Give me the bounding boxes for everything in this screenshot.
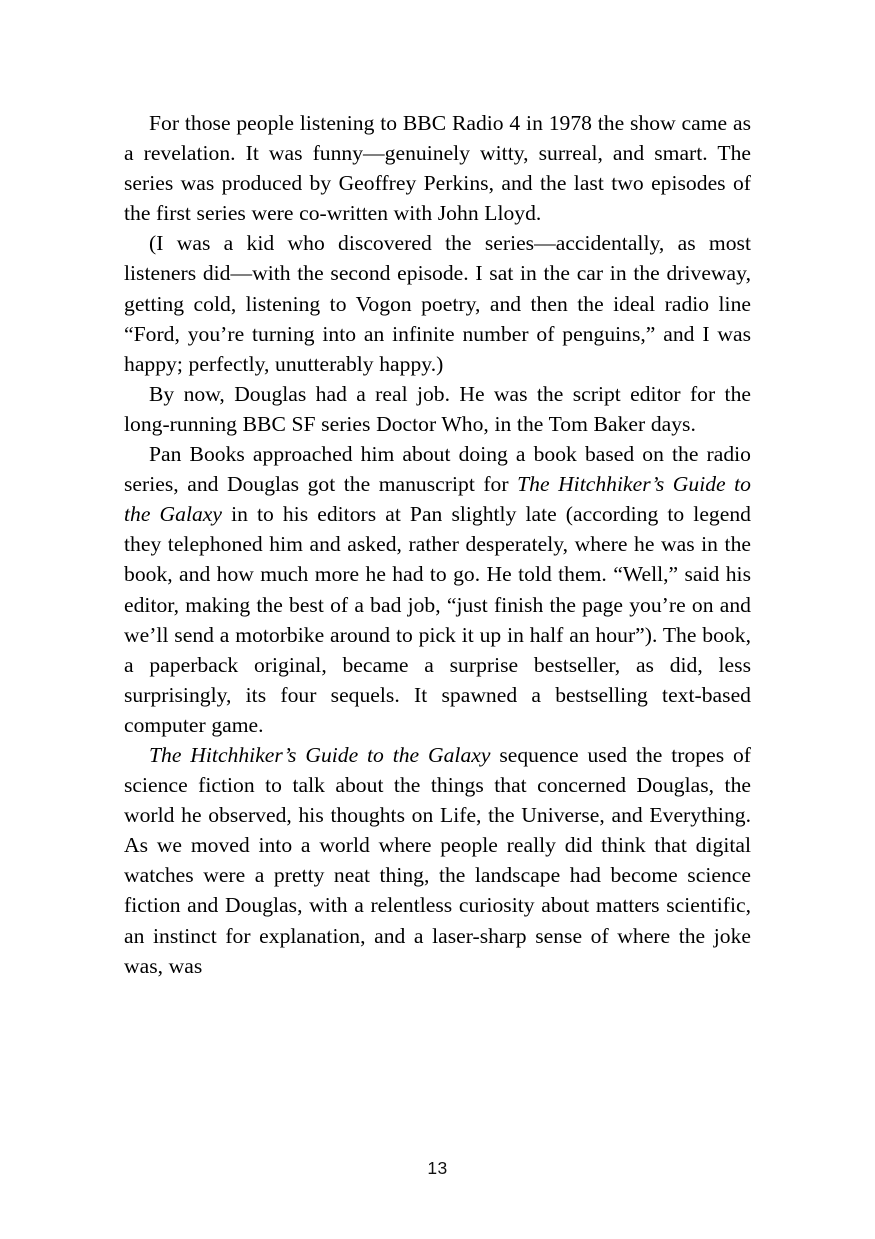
text-run: For those people listening to BBC Radio 4 in 1978 the show came as a revelation. It was funny—genuinely witty, surreal, and smart. The series was produced by Geoffrey Perkins, and the last two episodes of the first series were co-written with John Lloyd.: [124, 111, 751, 226]
paragraph: [124, 740, 751, 981]
paragraph: [124, 439, 751, 740]
body-text-column: [124, 108, 751, 981]
paragraph: [124, 379, 751, 439]
paragraph: [124, 228, 751, 378]
page-number: 13: [427, 1158, 448, 1178]
text-run: in to his editors at Pan slightly late (according to legend they telephoned him and asked, rather desperately, where he was in the book, and how much more he had to go. He told them. “Well,” said his editor, making the best of a bad job, “just finish the page you’re on and we’ll send a motorbike around to pick it up in half an hour”). The book, a paperback original, became a surprise bestseller, as did, less surprisingly, its four sequels. It spawned a bestselling text-based computer game.: [124, 502, 751, 737]
text-run: (I was a kid who discovered the series—accidentally, as most listeners did—with the second episode. I sat in the car in the driveway, getting cold, listening to Vogon poetry, and then the ideal radio line “Ford, you’re turning into an infinite number of penguins,” and I was happy; perfectly, unutterably happy.): [124, 231, 751, 376]
text-run: By now, Douglas had a real job. He was the script editor for the long-running BBC SF series Doctor Who, in the Tom Baker days.: [124, 381, 751, 436]
book-title-italic: The Hitchhiker’s Guide to the Galaxy: [124, 472, 751, 527]
text-run: Pan Books approached him about doing a book based on the radio series, and Douglas got the manuscript for: [124, 442, 751, 497]
book-title-italic: The Hitchhiker’s Guide to the Galaxy: [149, 742, 491, 767]
text-run: sequence used the tropes of science fiction to talk about the things that concerned Douglas, the world he observed, his thoughts on Life, the Universe, and Everything. As we moved into a world where people really did think that digital watches were a pretty neat thing, the landscape had become science fiction and Douglas, with a relentless curiosity about matters scientific, an instinct for explanation, and a laser-sharp sense of where the joke was, was: [124, 742, 751, 978]
paragraph: [124, 108, 751, 228]
